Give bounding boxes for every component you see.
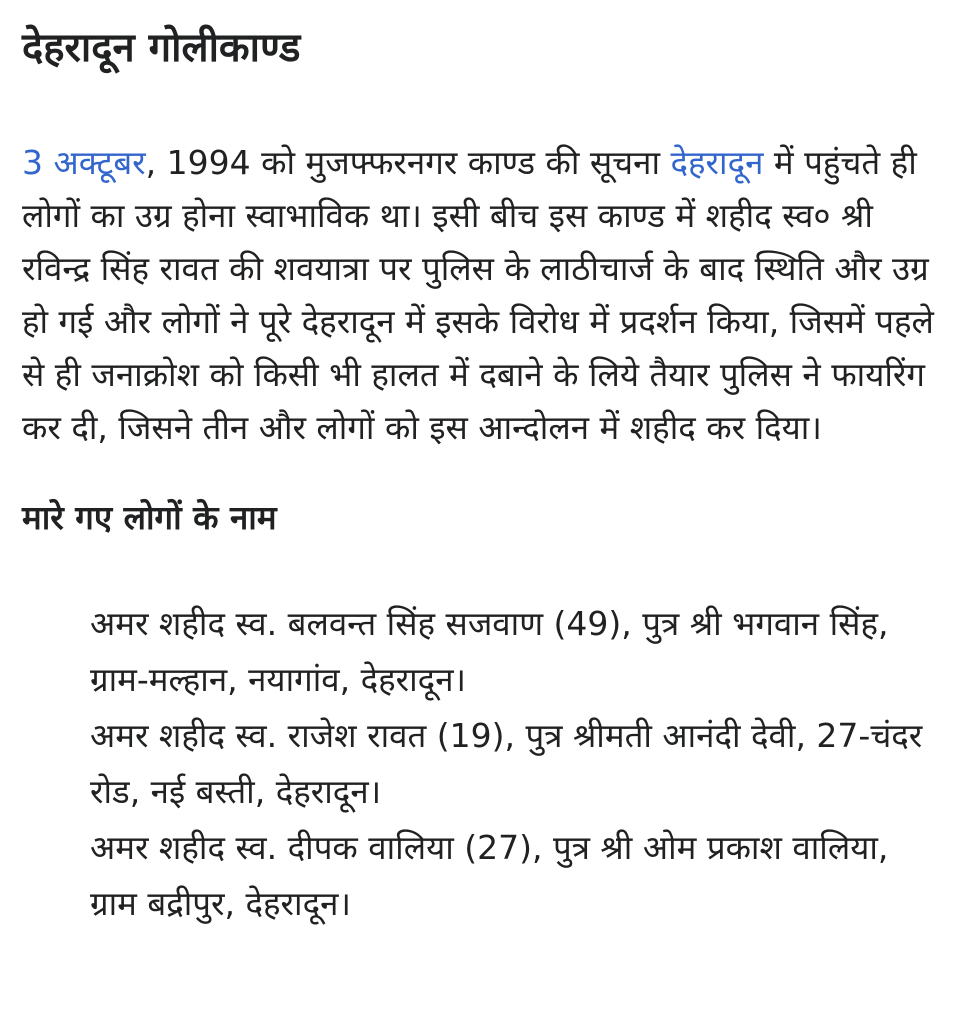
list-item: अमर शहीद स्व. दीपक वालिया (27), पुत्र श्री ओम प्रकाश वालिया, ग्राम बद्रीपुर, देहरादून। <box>90 828 889 923</box>
list-item: अमर शहीद स्व. बलवन्त सिंह सजवाण (49), पुत्र श्री भगवान सिंह, ग्राम-मल्हान, नयागांव, देहरादून। <box>90 604 889 699</box>
victims-list <box>90 596 936 932</box>
page-title: देहरादून गोलीकाण्ड <box>22 25 301 71</box>
date-link[interactable]: 3 अक्टूबर <box>22 143 146 182</box>
list-item: अमर शहीद स्व. राजेश रावत (19), पुत्र श्रीमती आनंदी देवी, 27-चंदर रोड, नई बस्ती, देहरादून। <box>90 716 923 811</box>
paragraph-text-1: , 1994 को मुजफ्फरनगर काण्ड की सूचना <box>145 143 671 182</box>
article-paragraph <box>22 136 936 454</box>
section-heading: मारे गए लोगों के नाम <box>22 498 277 537</box>
dehradun-link[interactable]: देहरादून <box>670 143 764 182</box>
paragraph-text-2: में पहुंचते ही लोगों का उग्र होना स्वाभाविक था। इसी बीच इस काण्ड में शहीद स्व० श्री रविन्द्र सिंह रावत की शवयात्रा पर पुलिस के लाठीचार्ज के बाद स्थिति और उग्र हो गई और लोगों ने पूरे देहरादून में इसके विरोध में प्रदर्शन किया, जिसमें पहले से ही जनाक्रोश को किसी भी हालत में दबाने के लिये तैयार पुलिस ने फायरिंग कर दी, जिसने तीन और लोगों को इस आन्दोलन में शहीद कर दिया। <box>22 143 934 447</box>
